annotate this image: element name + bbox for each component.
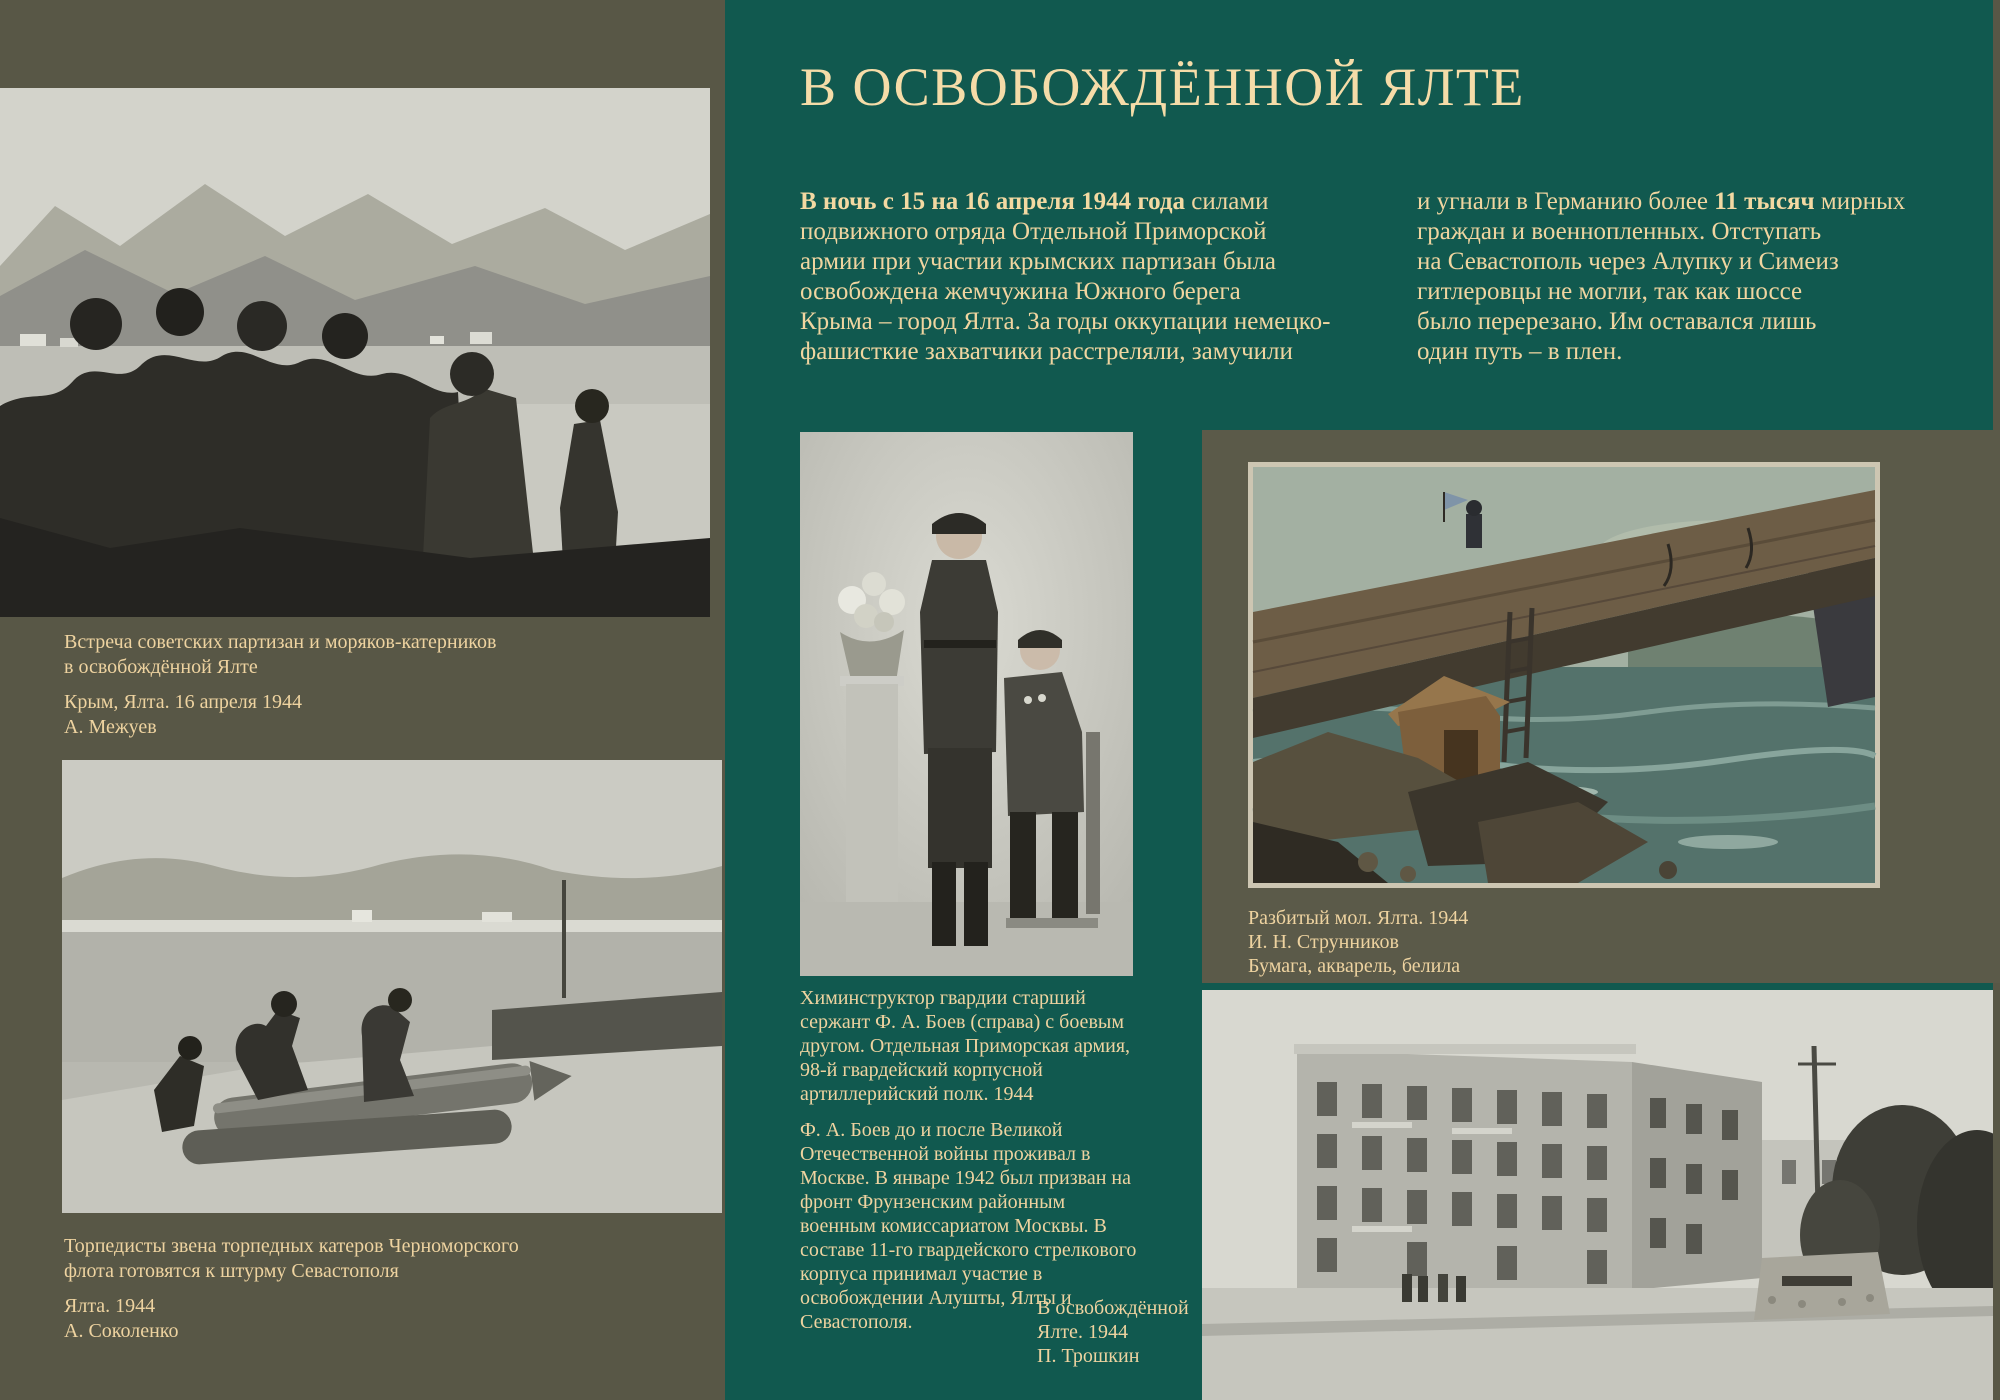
caption-partisans-meeting xyxy=(64,630,509,740)
caption-date: Крым, Ялта. 16 апреля 1944 xyxy=(64,691,302,713)
intro-column-1 xyxy=(800,187,1400,367)
page-title: В ОСВОБОЖДЁННОЙ ЯЛТЕ xyxy=(800,57,1525,117)
intro-line: один путь – в плен. xyxy=(1417,338,1623,365)
liberated-yalta-image xyxy=(1202,990,1993,1400)
caption-technique: Бумага, акварель, белила xyxy=(1248,955,1461,977)
caption-title: Разбитый мол. Ялта. 1944 xyxy=(1248,907,1469,929)
intro-column-2 xyxy=(1417,187,1977,367)
intro-line: граждан и военнопленных. Отступать xyxy=(1417,218,1822,245)
caption-boev xyxy=(800,986,1138,1334)
intro-line: на Севастополь через Алупку и Симеиз xyxy=(1417,248,1839,275)
caption-title: В освобождённой Ялте. 1944 xyxy=(1037,1297,1189,1343)
boev-portrait-image xyxy=(800,432,1133,976)
photo-boev-portrait xyxy=(800,432,1133,976)
photo-partisans-meeting xyxy=(0,88,710,617)
intro-bold-date: В ночь с 15 на 16 апреля 1944 года xyxy=(800,188,1186,215)
intro-line: армии при участии крымских партизан была xyxy=(800,248,1277,275)
caption-biography: Ф. А. Боев до и после Великой Отечественной войны проживал в Москве. В январе 1942 был призван на фронт Фрунзенским районным военным комиссариатом Москвы. В составе 11-го гвардейского стрелкового корпуса принимал участие в освобождении Алушты, Ялты и Севастополя. xyxy=(800,1119,1137,1333)
intro-line: подвижного отряда Отдельной Приморской xyxy=(800,218,1267,245)
photo-liberated-yalta xyxy=(1202,990,1993,1400)
caption-author: А. Соколенко xyxy=(64,1320,179,1342)
caption-date: Ялта. 1944 xyxy=(64,1295,156,1317)
painting-broken-mole xyxy=(1248,462,1880,888)
photo-torpedo-crew xyxy=(62,760,722,1213)
broken-mole-image xyxy=(1248,462,1880,888)
caption-torpedo-crew xyxy=(64,1234,554,1344)
intro-line: освобождена жемчужина Южного берега xyxy=(800,278,1241,305)
caption-liberated-yalta xyxy=(1037,1296,1223,1368)
caption-broken-mole xyxy=(1248,906,1668,978)
caption-author: А. Межуев xyxy=(64,716,157,738)
intro-line: и угнали в Германию более 11 тысяч мирных xyxy=(1417,188,1906,215)
intro-bold-number: 11 тысяч xyxy=(1714,188,1815,215)
caption-title: Встреча советских партизан и моряков-катерников в освобождённой Ялте xyxy=(64,631,497,678)
partisans-meeting-image xyxy=(0,88,710,617)
caption-title: Торпедисты звена торпедных катеров Черноморского флота готовятся к штурму Севастополя xyxy=(64,1235,519,1282)
caption-title: Химинструктор гвардии старший сержант Ф. А. Боев (справа) с боевым другом. Отдельная Приморская армия, 98-й гвардейский корпусной артиллерийский полк. 1944 xyxy=(800,987,1131,1105)
intro-line: гитлеровцы не могли, так как шоссе xyxy=(1417,278,1803,305)
intro-line: В ночь с 15 на 16 апреля 1944 года силами xyxy=(800,188,1269,215)
intro-line: фашисткие захватчики расстреляли, замучили xyxy=(800,338,1293,365)
caption-author: И. Н. Струнников xyxy=(1248,931,1399,953)
caption-author: П. Трошкин xyxy=(1037,1345,1140,1367)
intro-line: Крыма – город Ялта. За годы оккупации немецко- xyxy=(800,308,1331,335)
intro-line: было перерезано. Им оставался лишь xyxy=(1417,308,1817,335)
torpedo-crew-image xyxy=(62,760,722,1213)
